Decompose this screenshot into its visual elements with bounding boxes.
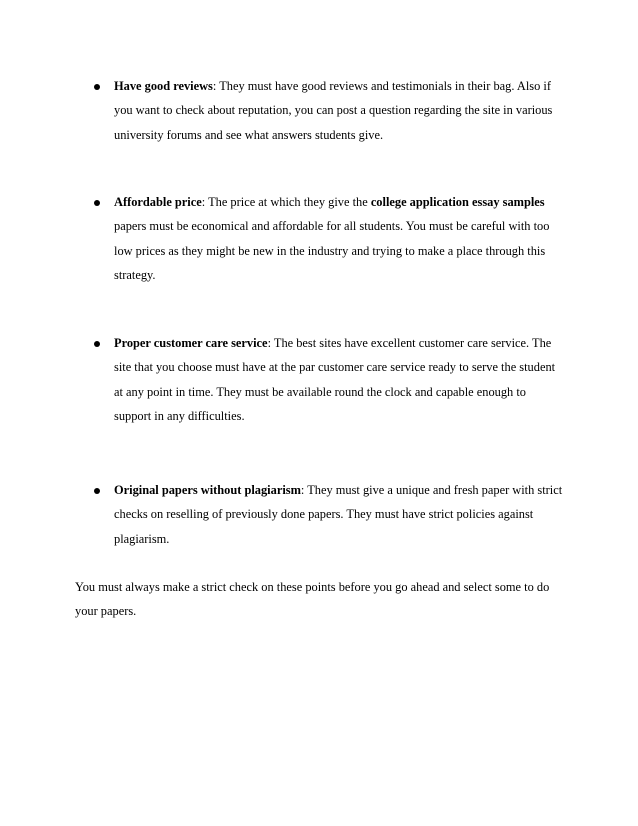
bullet-bold-phrase: college application essay samples (370, 195, 545, 209)
bullet-body: : The price at which they give the (201, 195, 371, 209)
bullet-body: : They must have good reviews and testimonials in their bag. Also if you want to check about reputation, you can post a question regarding the site in various university forums and see what answers students give. (114, 79, 553, 142)
bullet-dot-icon (94, 341, 100, 347)
bullet-term: Proper customer care service (114, 336, 268, 350)
bullet-dot-icon (94, 488, 100, 494)
bullet-term: Have good reviews (114, 79, 213, 93)
bullet-term: Original papers without plagiarism (114, 483, 301, 497)
bullet-text (114, 190, 564, 287)
bullet-body: : The best sites have excellent customer care service. The site that you choose must have at the par customer care service ready to serve the student at any point in time. They must be available round the clock and capable enough to support in any difficulties. (114, 336, 556, 423)
bullet-text (114, 478, 564, 551)
bullet-dot-icon (94, 84, 100, 90)
bullet-body-tail: papers must be economical and affordable for all students. You must be careful with too low prices as they might be new in the industry and trying to make a place through this strategy. (114, 219, 550, 282)
bullet-text (114, 74, 564, 147)
bullet-text (114, 331, 564, 428)
closing-paragraph: You must always make a strict check on these points before you go ahead and select some to do your papers. (75, 580, 550, 619)
bullet-dot-icon (94, 200, 100, 206)
bullet-term: Affordable price (114, 195, 202, 209)
bullet-body: : They must give a unique and fresh paper with strict checks on reselling of previously done papers. They must have strict policies against plagiarism. (114, 483, 563, 546)
